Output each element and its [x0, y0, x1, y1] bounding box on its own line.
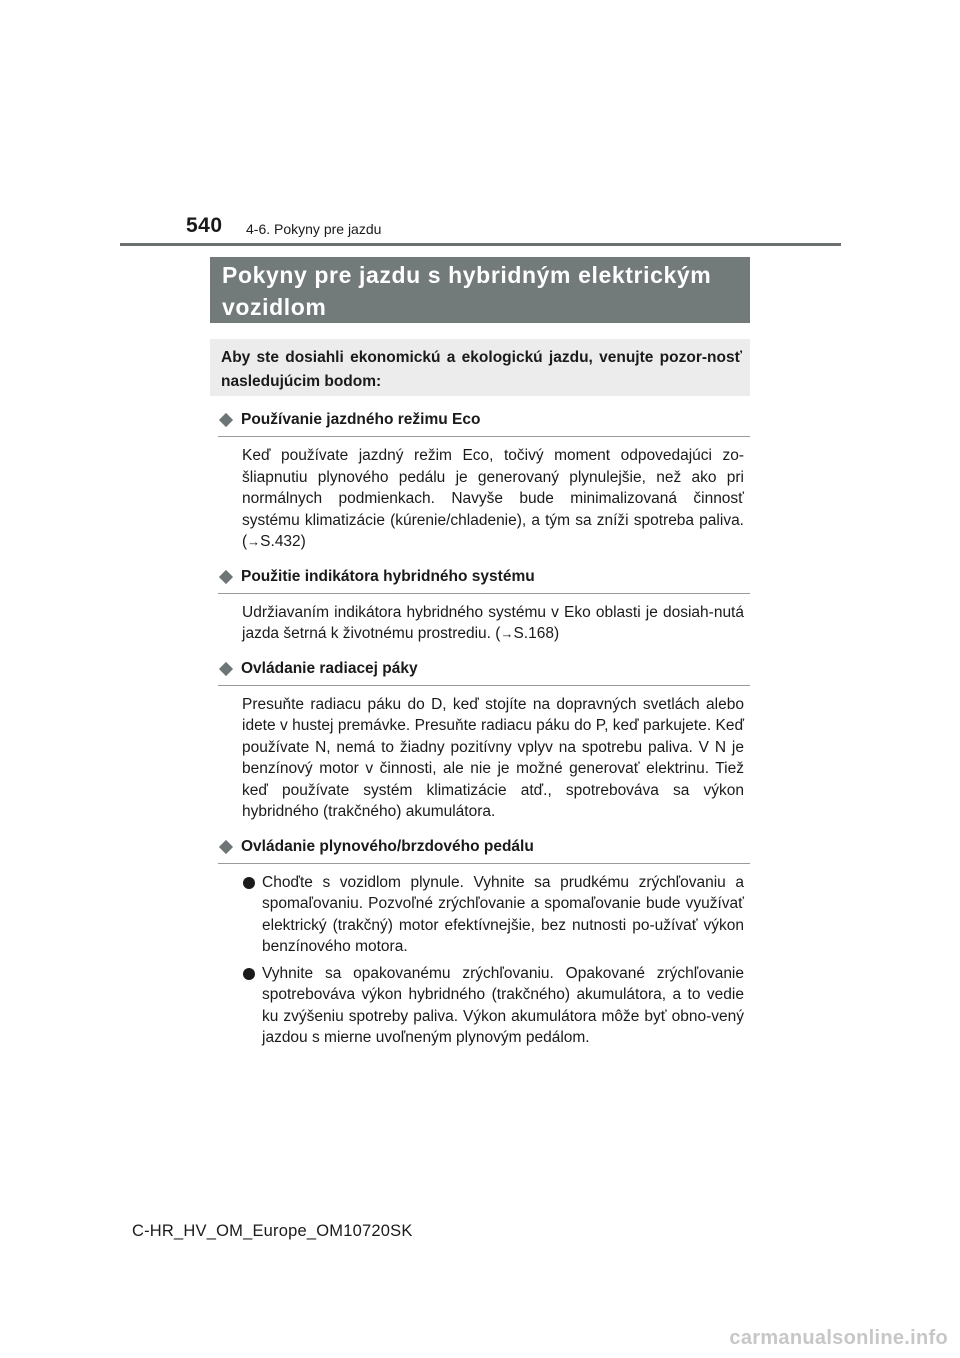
list-item	[240, 872, 744, 958]
arrow-right-icon: →	[247, 534, 261, 549]
bullet-dot-icon	[243, 968, 255, 980]
section-body-text: Udržiavaním indikátora hybridného systému v Eko oblasti je dosiah-nutá jazda šetrná k životnému prostrediu. (	[242, 603, 744, 642]
list-item	[240, 963, 744, 1049]
section-breadcrumb: 4-6. Pokyny pre jazdu	[246, 221, 382, 237]
section-body	[218, 594, 750, 651]
section-body-text: Presuňte radiacu páku do D, keď stojíte na dopravných svetlách alebo idete v hustej premávke. Presuňte radiacu páku do P, keď parkujete. Keď používate N, nemá to žiadny pozitívny vplyv na spotrebu paliva. V N je benzínový motor v činnosti, ale nie je možné generovať elektrinu. Tiež keď používate systém klimatizácie atď., spotrebováva sa výkon hybridného (trakčného) akumulátora.	[242, 695, 744, 820]
page-title-line-2: vozidlom	[222, 294, 327, 320]
section-body	[218, 437, 750, 559]
page-number: 540	[186, 214, 223, 237]
section-heading	[218, 565, 750, 594]
section-hybrid-indicator	[218, 565, 750, 651]
diamond-bullet-icon	[219, 569, 233, 583]
section-heading-text: Používanie jazdného režimu Eco	[241, 411, 481, 428]
bullet-list	[218, 864, 750, 1049]
watermark: carmanualsonline.info	[729, 1327, 948, 1349]
bullet-dot-icon	[243, 877, 255, 889]
diamond-bullet-icon	[219, 839, 233, 853]
section-body-text: Keď používate jazdný režim Eco, točivý moment odpovedajúci zo-šliapnutiu plynového pedálu je generovaný plynulejšie, než ako pri normálnych podmienkach. Navyše bude minimalizovaná činnosť systému klimatizácie (kúrenie/chladenie), a tým sa zníži spotreba paliva. (	[242, 447, 744, 550]
section-heading	[218, 408, 750, 437]
section-heading	[218, 835, 750, 864]
section-heading-text: Použitie indikátora hybridného systému	[241, 567, 535, 585]
page-title	[210, 257, 750, 323]
section-heading	[218, 657, 750, 686]
content-area	[218, 408, 750, 1055]
list-item-text: Choďte s vozidlom plynule. Vyhnite sa prudkému zrýchľovaniu a spomaľovaniu. Pozvoľné zrýchľovanie a spomaľovanie bude využívať elektrický (trakčný) motor efektívnejšie, bez nutnosti po-užívať výkon benzínového motora.	[262, 873, 744, 955]
document-code-footer: C-HR_HV_OM_Europe_OM10720SK	[132, 1222, 413, 1240]
diamond-bullet-icon	[219, 413, 233, 427]
page-reference: S.432)	[260, 533, 306, 550]
section-eco-mode	[218, 408, 750, 559]
section-pedals	[218, 835, 750, 1049]
page-reference: S.168)	[513, 625, 560, 642]
diamond-bullet-icon	[219, 661, 233, 675]
header-divider	[120, 243, 841, 246]
section-heading-text: Ovládanie radiacej páky	[241, 659, 418, 677]
arrow-right-icon: →	[500, 626, 514, 641]
intro-text: Aby ste dosiahli ekonomickú a ekologickú jazdu, venujte pozor-nosť nasledujúcim bodom:	[221, 349, 742, 390]
page-title-line-1: Pokyny pre jazdu s hybridným elektrickým	[222, 262, 712, 288]
section-heading-text: Ovládanie plynového/brzdového pedálu	[241, 837, 534, 855]
list-item-text: Vyhnite sa opakovanému zrýchľovaniu. Opakované zrýchľovanie spotrebováva výkon hybridného (trakčného) akumulátora, a to vedie ku zvýšeniu spotreby paliva. Výkon akumulátora môže byť obno-vený jazdou s mierne uvoľneným plynovým pedálom.	[262, 964, 744, 1046]
intro-box	[210, 339, 750, 396]
section-shift-lever	[218, 657, 750, 829]
section-body	[218, 686, 750, 829]
